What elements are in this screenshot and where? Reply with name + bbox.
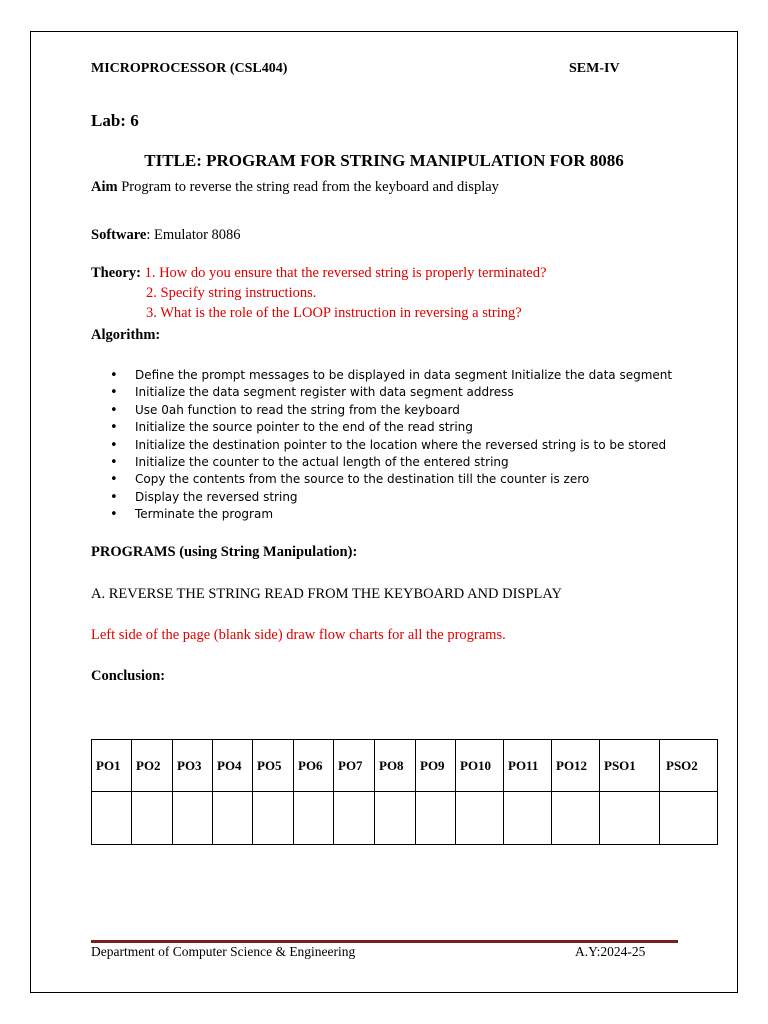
- table-cell: [253, 792, 294, 845]
- table-cell: [375, 792, 416, 845]
- theory-line: [91, 265, 546, 282]
- list-item: • Use 0ah function to read the string from the keyboard: [110, 402, 672, 419]
- table-header-cell: PO10: [456, 740, 504, 792]
- table-header-cell: PO1: [92, 740, 132, 792]
- software-text: : Emulator 8086: [146, 227, 241, 243]
- table-cell: [132, 792, 173, 845]
- table-header-cell: PO4: [213, 740, 253, 792]
- table-cell: [416, 792, 456, 845]
- aim-text: Program to reverse the string read from the keyboard and display: [117, 179, 499, 195]
- lab-number: Lab: 6: [91, 111, 139, 130]
- table-header-cell: PO5: [253, 740, 294, 792]
- software-label: Software: [91, 227, 147, 243]
- po-mapping-table: [91, 739, 718, 845]
- algorithm-steps: [110, 367, 672, 524]
- list-item: • Terminate the program: [110, 506, 672, 523]
- table-cell: [552, 792, 600, 845]
- table-cell: [173, 792, 213, 845]
- table-header-cell: PO6: [294, 740, 334, 792]
- table-cell: [294, 792, 334, 845]
- list-item: • Initialize the data segment register with data segment address: [110, 384, 672, 401]
- programs-heading: PROGRAMS (using String Manipulation):: [91, 544, 358, 560]
- software-line: [91, 227, 241, 244]
- algorithm-heading: Algorithm:: [91, 327, 161, 343]
- left-side-note: Left side of the page (blank side) draw flow charts for all the programs.: [91, 627, 506, 643]
- aim-label: Aim: [91, 179, 118, 195]
- table-header-cell: PSO2: [660, 740, 718, 792]
- list-item: • Initialize the counter to the actual length of the entered string: [110, 454, 672, 471]
- table-cell: [213, 792, 253, 845]
- semester-label: SEM-IV: [569, 61, 620, 76]
- list-item: • Copy the contents from the source to the destination till the counter is zero: [110, 471, 672, 488]
- table-header-cell: PSO1: [600, 740, 660, 792]
- table-header-row: [92, 740, 718, 792]
- theory-label: Theory:: [91, 265, 141, 281]
- table-cell: [456, 792, 504, 845]
- table-header-cell: PO2: [132, 740, 173, 792]
- table-header-cell: PO12: [552, 740, 600, 792]
- list-item: • Initialize the destination pointer to the location where the reversed string is to be stored: [110, 437, 672, 454]
- page-title: TITLE: PROGRAM FOR STRING MANIPULATION FOR 8086: [144, 151, 624, 170]
- theory-item-3: 3. What is the role of the LOOP instruction in reversing a string?: [146, 305, 522, 321]
- list-item: • Define the prompt messages to be displayed in data segment Initialize the data segment: [110, 367, 672, 384]
- footer-department: Department of Computer Science & Engineering: [91, 944, 356, 959]
- list-item: • Display the reversed string: [110, 489, 672, 506]
- table-cell: [600, 792, 660, 845]
- footer-academic-year: A.Y:2024-25: [575, 944, 646, 959]
- course-title: MICROPROCESSOR (CSL404): [91, 61, 288, 76]
- footer-divider: [91, 940, 678, 943]
- program-a-title: A. REVERSE THE STRING READ FROM THE KEYBOARD AND DISPLAY: [91, 586, 563, 602]
- table-cell: [334, 792, 375, 845]
- conclusion-heading: Conclusion:: [91, 668, 166, 684]
- list-item: • Initialize the source pointer to the end of the read string: [110, 419, 672, 436]
- table-header-cell: PO7: [334, 740, 375, 792]
- table-row: [92, 792, 718, 845]
- table-cell: [504, 792, 552, 845]
- theory-item-2: 2. Specify string instructions.: [146, 285, 317, 301]
- theory-item-1: 1. How do you ensure that the reversed string is properly terminated?: [144, 265, 547, 281]
- table-header-cell: PO11: [504, 740, 552, 792]
- table-header-cell: PO9: [416, 740, 456, 792]
- aim-line: [91, 179, 499, 196]
- table-cell: [92, 792, 132, 845]
- table-header-cell: PO3: [173, 740, 213, 792]
- table-header-cell: PO8: [375, 740, 416, 792]
- table-cell: [660, 792, 718, 845]
